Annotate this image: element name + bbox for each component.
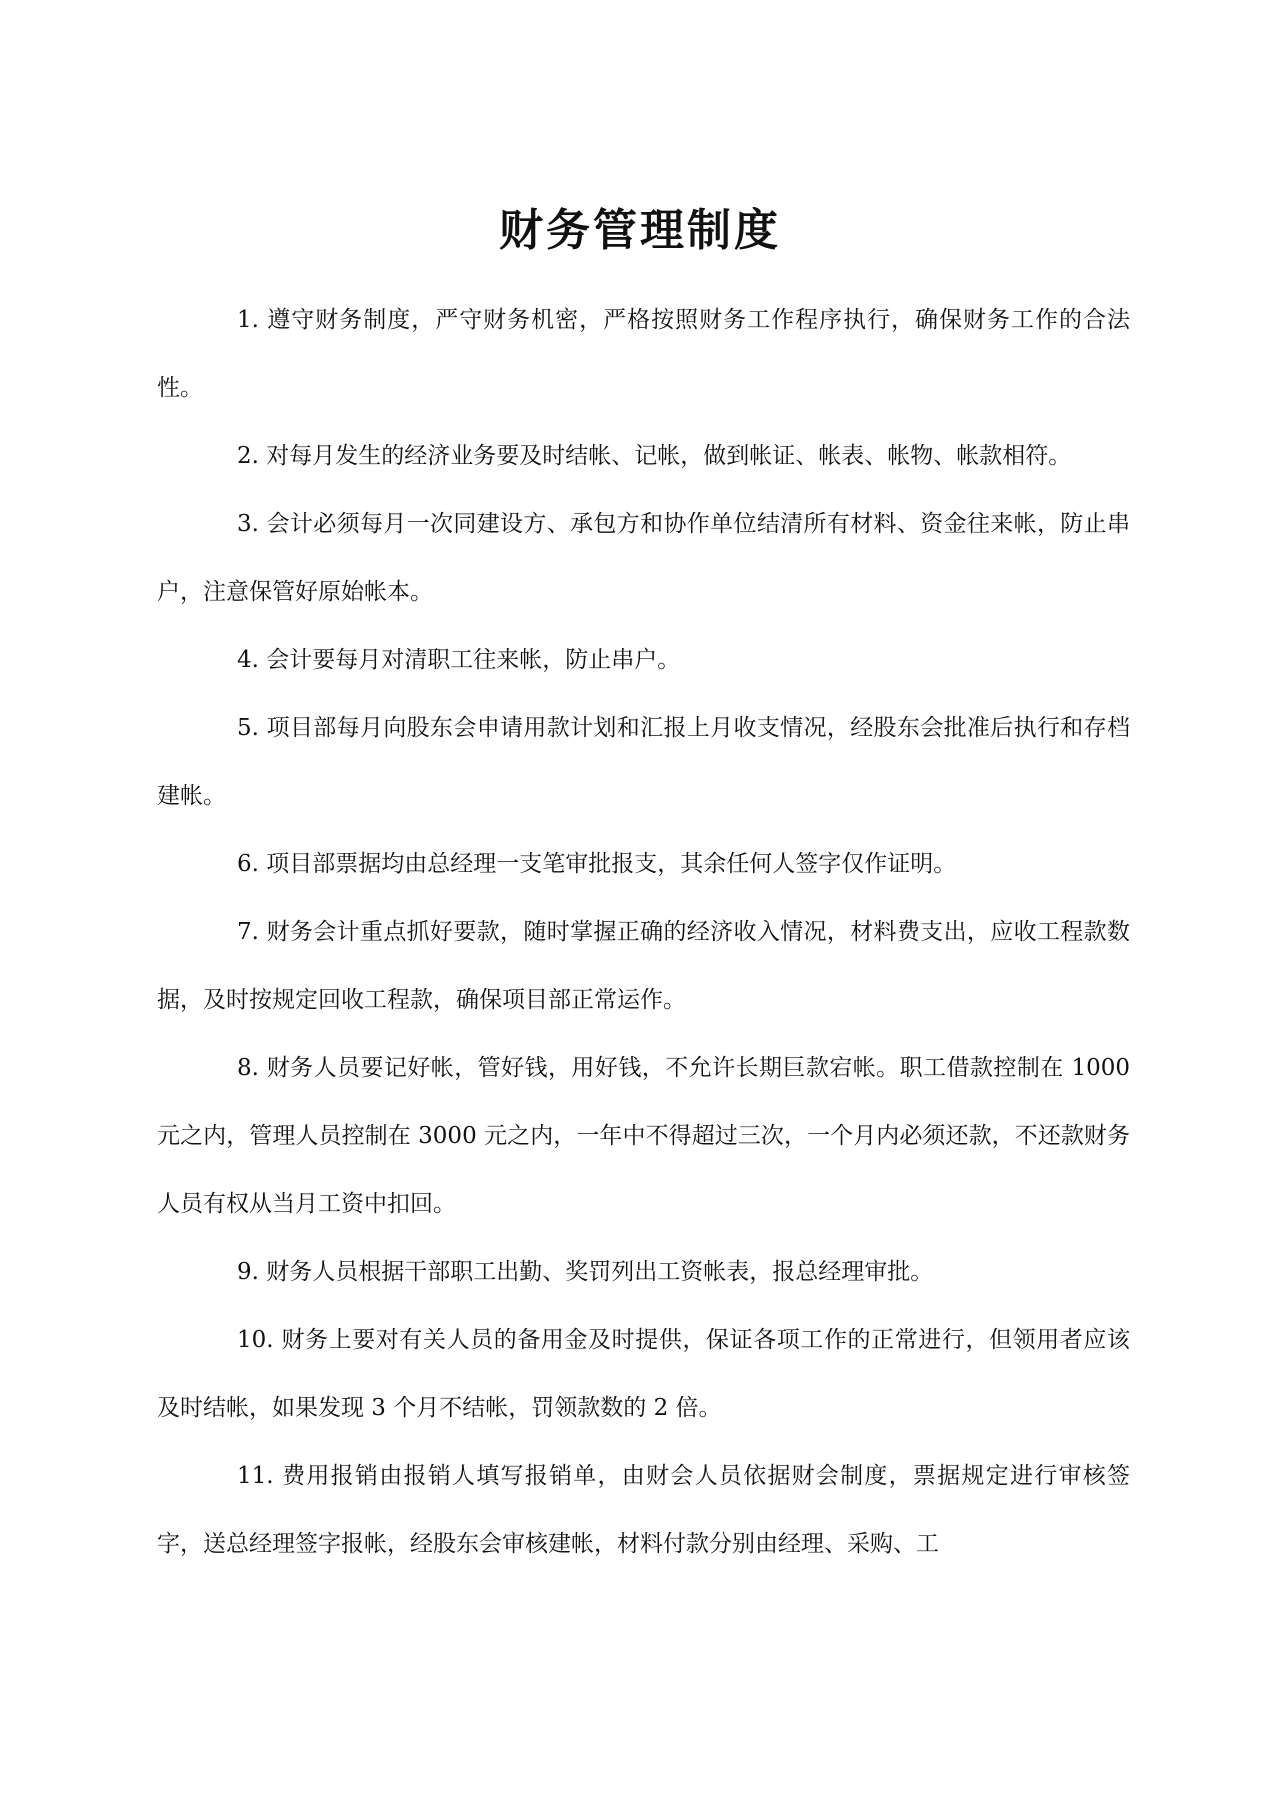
clause-11: 11. 费用报销由报销人填写报销单，由财会人员依据财会制度，票据规定进行审核签字，送总经理签字报帐，经股东会审核建帐，材料付款分别由经理、采购、工 — [157, 1463, 1130, 1557]
clause-2: 2. 对每月发生的经济业务要及时结帐、记帐，做到帐证、帐表、帐物、帐款相符。 — [237, 443, 1072, 469]
clause-7: 7. 财务会计重点抓好要款，随时掌握正确的经济收入情况，材料费支出，应收工程款数据，及时按规定回收工程款，确保项目部正常运作。 — [157, 919, 1130, 1013]
clause-10: 10. 财务上要对有关人员的备用金及时提供，保证各项工作的正常进行，但领用者应该及时结帐，如果发现 3 个月不结帐，罚领款数的 2 倍。 — [157, 1327, 1130, 1421]
clause-8: 8. 财务人员要记好帐，管好钱，用好钱，不允许长期巨款宕帐。职工借款控制在 1000 元之内，管理人员控制在 3000 元之内，一年中不得超过三次，一个月内必须还款，不还款财务人员有权从当月工资中扣回。 — [157, 1055, 1130, 1217]
page-title: 财务管理制度 — [499, 205, 781, 257]
clause-6: 6. 项目部票据均由总经理一支笔审批报支，其余任何人签字仅作证明。 — [237, 851, 957, 877]
document-body — [157, 286, 1130, 1578]
clause-3: 3. 会计必须每月一次同建设方、承包方和协作单位结清所有材料、资金往来帐，防止串户，注意保管好原始帐本。 — [157, 511, 1130, 605]
clause-1: 1. 遵守财务制度，严守财务机密，严格按照财务工作程序执行，确保财务工作的合法性。 — [157, 307, 1130, 401]
clause-9: 9. 财务人员根据干部职工出勤、奖罚列出工资帐表，报总经理审批。 — [237, 1259, 934, 1285]
clause-5: 5. 项目部每月向股东会申请用款计划和汇报上月收支情况，经股东会批准后执行和存档建帐。 — [157, 715, 1130, 809]
clause-4: 4. 会计要每月对清职工往来帐，防止串户。 — [237, 647, 681, 673]
